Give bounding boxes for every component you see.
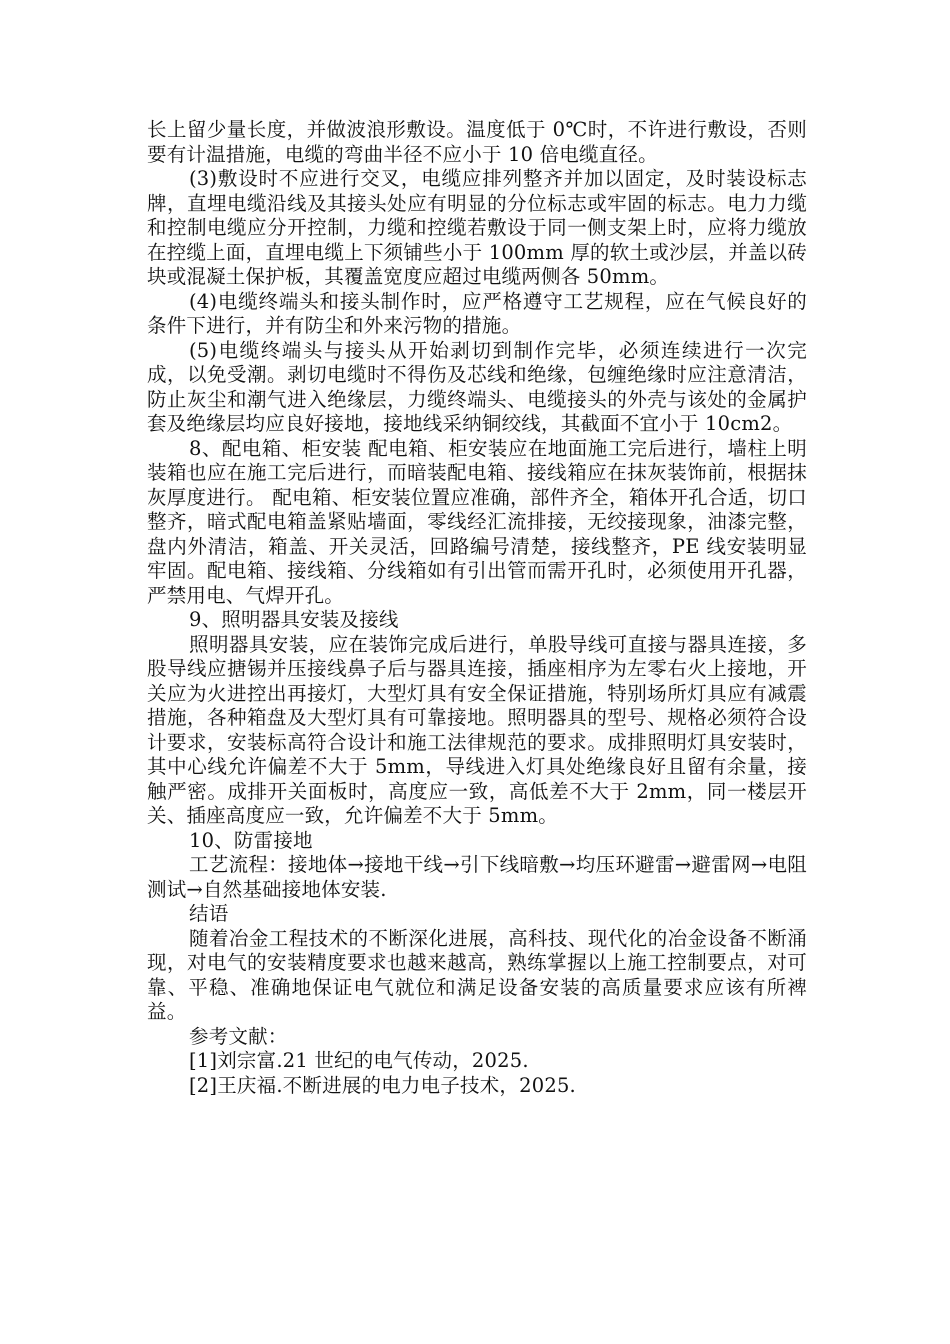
heading-section-9-lighting: 9、照明器具安装及接线 — [189, 608, 399, 631]
document-body — [147, 118, 807, 1098]
paragraph-item-5-continuous-work: (5)电缆终端头与接头从开始剥切到制作完毕，必须连续进行一次完成，以免受潮。剥切电缆时不得伤及芯线和绝缘，包缠绝缘时应注意清洁，防止灰尘和潮气进入绝缘层，力缆终端头、电缆接头的外壳与该处的金属护套及绝缘层均应良好接地，接地线采纳铜绞线，其截面不宜小于 10cm2。 — [147, 338, 807, 435]
paragraph-item-4-terminal-making: (4)电缆终端头和接头制作时，应严格遵守工艺规程，应在气候良好的条件下进行，并有防尘和外来污物的措施。 — [147, 289, 807, 337]
paragraph-conclusion: 随着冶金工程技术的不断深化进展，高科技、现代化的冶金设备不断涌现，对电气的安装精度要求也越来越高，熟练掌握以上施工控制要点，对可靠、平稳、准确地保证电气就位和满足设备安装的高质量要求应该有所裨益。 — [147, 926, 807, 1023]
heading-section-10-lightning-grounding: 10、防雷接地 — [189, 828, 313, 852]
heading-conclusion: 结语 — [189, 902, 229, 925]
paragraph-item-3-no-crossing: (3)敷设时不应进行交叉，电缆应排列整齐并加以固定，及时装设标志牌，直埋电缆沿线及其接头处应有明显的分位标志或牢固的标志。电力力缆和控制电缆应分开控制，力缆和控缆若敷设于同一侧支架上时，应将力缆放在控缆上面，直埋电缆上下须铺些小于 100mm 厚的软土或沙层，并盖以砖块或混凝土保护板，其覆盖宽度应超过电缆两侧各 50mm。 — [147, 167, 807, 288]
heading-references: 参考文献： — [189, 1024, 288, 1048]
paragraph-lighting-installation: 照明器具安装，应在装饰完成后进行，单股导线可直接与器具连接，多股导线应搪锡并压接线鼻子后与器具连接，插座相序为左零右火上接地，开关应为火进控出再接灯，大型灯具有安全保证措施，特别场所灯具应有减震措施，各种箱盘及大型灯具有可靠接地。照明器具的型号、规格必须符合设计要求，安装标高符合设计和施工法律规范的要求。成排照明灯具安装时，其中心线允许偏差不大于 5mm，导线进入灯具处绝缘良好且留有余量，接触严密。成排开关面板时，高度应一致，高低差不大于 2mm，同一楼层开关、插座高度应一致，允许偏差不大于 5mm。 — [147, 632, 807, 827]
paragraph-process-flow: 工艺流程：接地体→接地干线→引下线暗敷→均压环避雷→避雷网→电阻测试→自然基础接地体安装. — [147, 853, 807, 901]
reference-item-2: [2]王庆福.不断进展的电力电子技术，2025. — [189, 1073, 576, 1097]
paragraph-cable-laying-length: 长上留少量长度，并做波浪形敷设。温度低于 0℃时，不许进行敷设，否则要有计温措施，电缆的弯曲半径不应小于 10 倍电缆直径。 — [147, 118, 807, 166]
paragraph-section-8-distribution-box: 8、配电箱、柜安装 配电箱、柜安装应在地面施工完后进行，墙柱上明装箱也应在施工完后进行，而暗装配电箱、接线箱应在抹灰装饰前，根据抹灰厚度进行。 配电箱、柜安装位置应准确，部件齐全，箱体开孔合适，切口整齐，暗式配电箱盖紧贴墙面，零线经汇流排接，无绞接现象，油漆完整，盘内外清洁，箱盖、开关灵活，回路编号清楚，接线整齐，PE 线安装明显牢固。配电箱、接线箱、分线箱如有引出管而需开孔时，必须使用开孔器，严禁用电、气焊开孔。 — [147, 436, 807, 607]
reference-item-1: [1]刘宗富.21 世纪的电气传动，2025. — [189, 1049, 529, 1072]
